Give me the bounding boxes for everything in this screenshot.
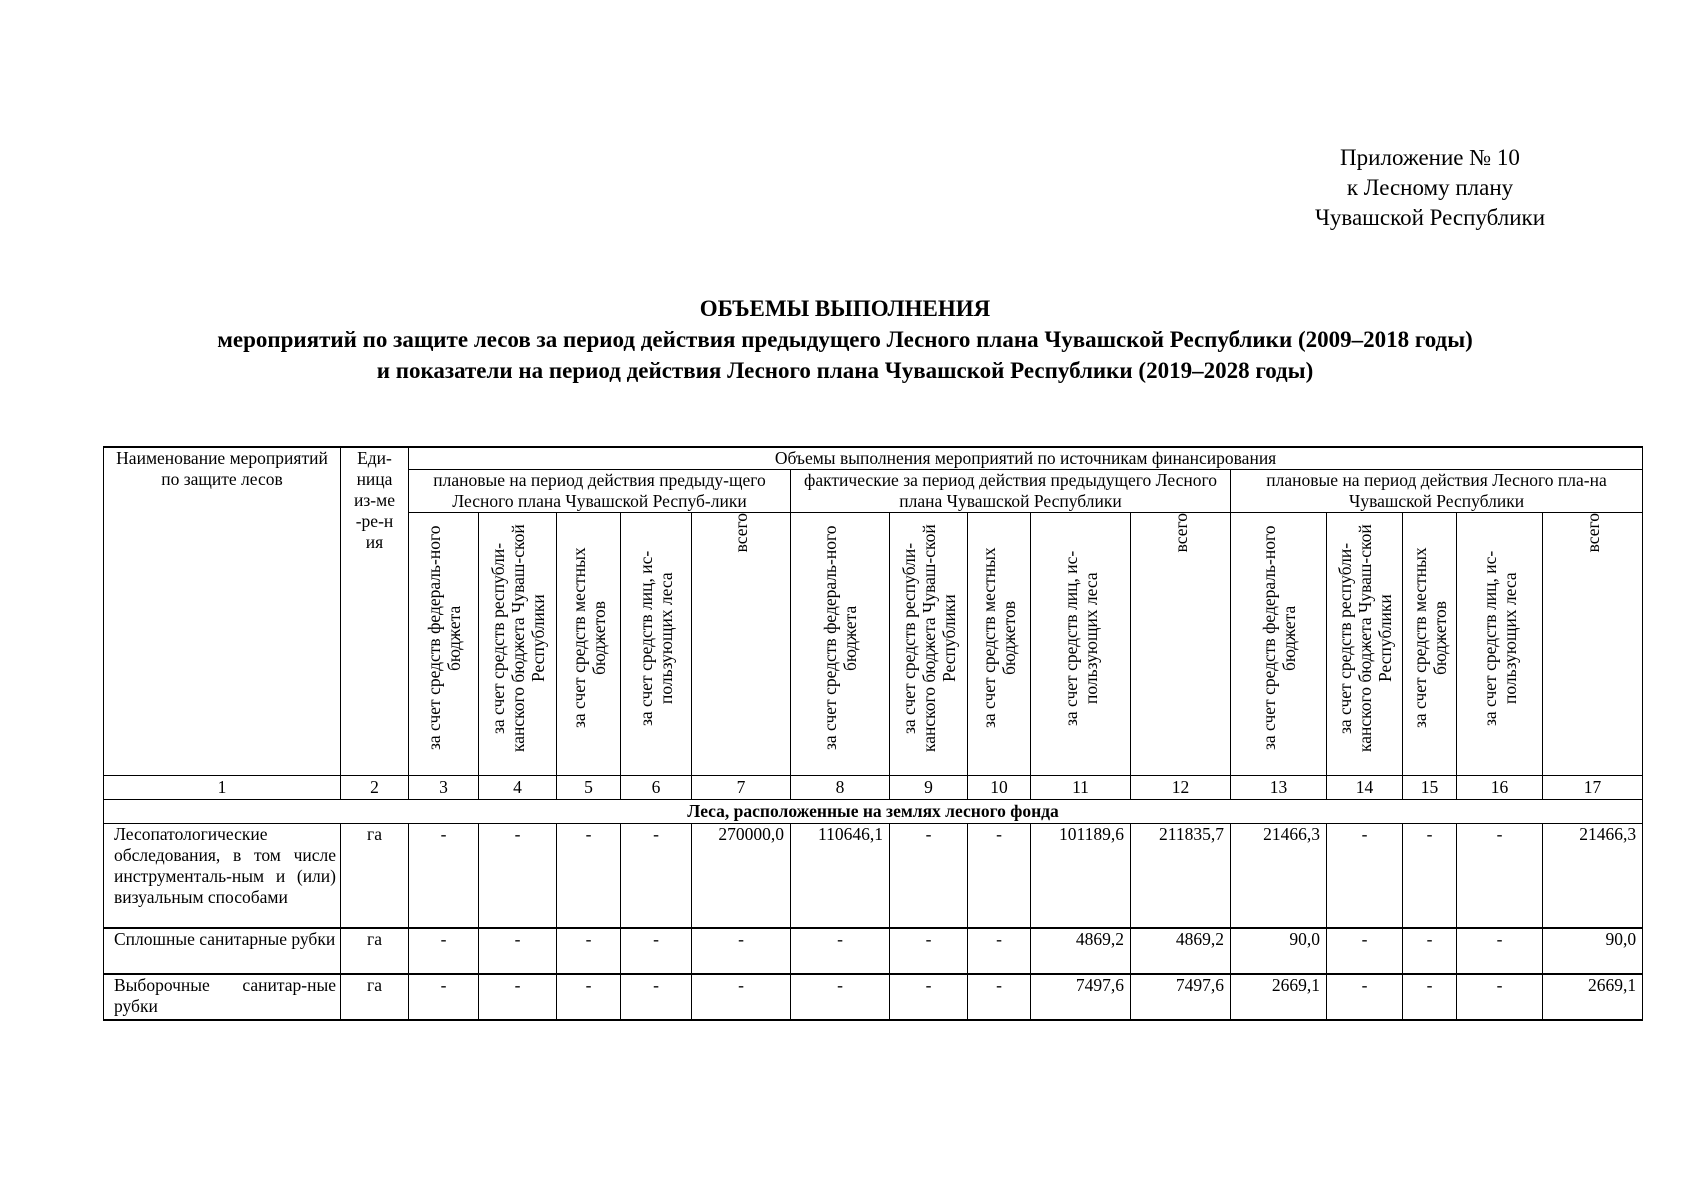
subcolumn-header-text: за счет средств федераль-ного бюджета [1258, 525, 1299, 751]
value-cell: - [1457, 824, 1543, 928]
value-cell: - [692, 974, 791, 1020]
header-planned-previous: плановые на период действия предыду-щего Лесного плана Чувашской Респуб-лики [409, 470, 791, 513]
header-unit [341, 447, 409, 776]
subcolumn-header-text: за счет средств местных бюджетов [979, 547, 1019, 729]
header-unit-text: Еди-ница из-ме-ре-ния [354, 448, 395, 552]
title-line-1: ОБЪЕМЫ ВЫПОЛНЕНИЯ [699, 296, 991, 321]
value-cell: - [557, 824, 621, 928]
subcolumn-header-text: за счет средств республи-канского бюджета Чуваш-ской Республики [898, 524, 959, 752]
value-cell: - [1403, 974, 1457, 1020]
value-cell: - [1327, 928, 1403, 974]
value-cell: 211835,7 [1131, 824, 1231, 928]
unit-value: га [341, 824, 409, 928]
value-cell: - [890, 824, 968, 928]
value-cell: 2669,1 [1231, 974, 1327, 1020]
column-number: 17 [1543, 776, 1643, 800]
column-number: 7 [692, 776, 791, 800]
subcolumn-header [557, 513, 621, 776]
subcolumn-header [1543, 513, 1643, 776]
activity-name: Лесопатологические обследования, в том числе инструменталь-ным и (или) визуальным способами [104, 824, 341, 928]
value-cell: - [791, 974, 890, 1020]
section-title: Леса, расположенные на землях лесного фонда [104, 800, 1643, 824]
value-cell: 2669,1 [1543, 974, 1643, 1020]
value-cell: - [692, 928, 791, 974]
value-cell: - [1327, 824, 1403, 928]
value-cell: 90,0 [1231, 928, 1327, 974]
column-number: 12 [1131, 776, 1231, 800]
subcolumn-header-text: всего [1582, 513, 1603, 553]
header-activity-name: Наименование мероприятий по защите лесов [104, 447, 341, 776]
subcolumn-header [1457, 513, 1543, 776]
value-cell: 90,0 [1543, 928, 1643, 974]
header-planned-current: плановые на период действия Лесного пла-на Чувашской Республики [1231, 470, 1643, 513]
value-cell: - [1403, 824, 1457, 928]
value-cell: 4869,2 [1031, 928, 1131, 974]
title-line-2: мероприятий по защите лесов за период действия предыдущего Лесного плана Чувашской Республики (2009–2018 годы) [217, 327, 1473, 352]
column-number: 4 [479, 776, 557, 800]
table-row [104, 824, 1643, 928]
header-actual-previous: фактические за период действия предыдущего Лесного плана Чувашской Республики [791, 470, 1231, 513]
value-cell: - [890, 974, 968, 1020]
value-cell: - [1457, 974, 1543, 1020]
column-number: 6 [621, 776, 692, 800]
subcolumn-header-text: за счет средств лиц, ис-пользующих леса [1479, 550, 1520, 726]
subcolumn-header-text: всего [1170, 513, 1191, 553]
value-cell: 110646,1 [791, 824, 890, 928]
forest-protection-table [103, 446, 1643, 1021]
value-cell: - [557, 974, 621, 1020]
column-number: 2 [341, 776, 409, 800]
subcolumn-header [409, 513, 479, 776]
value-cell: - [621, 974, 692, 1020]
subcolumn-header-text: за счет средств федераль-ного бюджета [820, 525, 860, 751]
column-number: 1 [104, 776, 341, 800]
subcolumn-header [621, 513, 692, 776]
value-cell: - [621, 824, 692, 928]
appendix-line-1: Приложение № 10 [1340, 145, 1520, 170]
value-cell: - [621, 928, 692, 974]
value-cell: - [409, 824, 479, 928]
subcolumn-header [1131, 513, 1231, 776]
subcolumn-header [1031, 513, 1131, 776]
appendix-line-2: к Лесному плану [1346, 175, 1514, 200]
value-cell: 101189,6 [1031, 824, 1131, 928]
value-cell: - [791, 928, 890, 974]
activity-name: Сплошные санитарные рубки [104, 928, 341, 974]
subcolumn-header-text: за счет средств местных бюджетов [1409, 547, 1450, 729]
subcolumn-header [1403, 513, 1457, 776]
value-cell: - [409, 928, 479, 974]
value-cell: - [479, 974, 557, 1020]
subcolumn-header-text: за счет средств местных бюджетов [568, 547, 609, 729]
value-cell: - [409, 974, 479, 1020]
value-cell: 21466,3 [1231, 824, 1327, 928]
title-line-3: и показатели на период действия Лесного плана Чувашской Республики (2019–2028 годы) [376, 358, 1314, 383]
value-cell: - [968, 824, 1031, 928]
column-number: 10 [968, 776, 1031, 800]
column-number: 11 [1031, 776, 1131, 800]
column-number: 15 [1403, 776, 1457, 800]
column-number: 13 [1231, 776, 1327, 800]
unit-value: га [341, 928, 409, 974]
subcolumn-header-text: за счет средств лиц, ис-пользующих леса [1060, 550, 1101, 726]
subcolumn-header [890, 513, 968, 776]
subcolumn-header [968, 513, 1031, 776]
value-cell: - [557, 928, 621, 974]
subcolumn-header [479, 513, 557, 776]
value-cell: - [1327, 974, 1403, 1020]
column-number: 5 [557, 776, 621, 800]
activity-name: Выборочные санитар-ные рубки [104, 974, 341, 1020]
value-cell: - [1403, 928, 1457, 974]
value-cell: - [479, 928, 557, 974]
subcolumn-header-text: за счет средств лиц, ис-пользующих леса [636, 550, 676, 726]
subcolumn-header [1231, 513, 1327, 776]
document-title [100, 293, 1590, 386]
subcolumn-header [1327, 513, 1403, 776]
column-number: 16 [1457, 776, 1543, 800]
value-cell: - [890, 928, 968, 974]
value-cell: - [1457, 928, 1543, 974]
subcolumn-header-text: за счет средств республи-канского бюджета Чуваш-ской Республики [487, 524, 548, 752]
value-cell: 7497,6 [1131, 974, 1231, 1020]
subcolumn-header-text: всего [731, 513, 751, 553]
value-cell: 21466,3 [1543, 824, 1643, 928]
appendix-note [1260, 143, 1600, 233]
column-number: 14 [1327, 776, 1403, 800]
column-number: 9 [890, 776, 968, 800]
value-cell: - [479, 824, 557, 928]
value-cell: 270000,0 [692, 824, 791, 928]
column-number: 8 [791, 776, 890, 800]
table-row [104, 928, 1643, 974]
unit-value: га [341, 974, 409, 1020]
value-cell: - [968, 928, 1031, 974]
value-cell: - [968, 974, 1031, 1020]
subcolumn-header-text: за счет средств федераль-ного бюджета [423, 525, 464, 751]
header-financing-sources: Объемы выполнения мероприятий по источникам финансирования [409, 447, 1643, 470]
subcolumn-header [791, 513, 890, 776]
column-number: 3 [409, 776, 479, 800]
value-cell: 7497,6 [1031, 974, 1131, 1020]
appendix-line-3: Чувашской Республики [1314, 205, 1546, 230]
value-cell: 4869,2 [1131, 928, 1231, 974]
table-row [104, 974, 1643, 1020]
subcolumn-header-text: за счет средств республи-канского бюджета Чуваш-ской Республики [1334, 524, 1395, 752]
subcolumn-header [692, 513, 791, 776]
